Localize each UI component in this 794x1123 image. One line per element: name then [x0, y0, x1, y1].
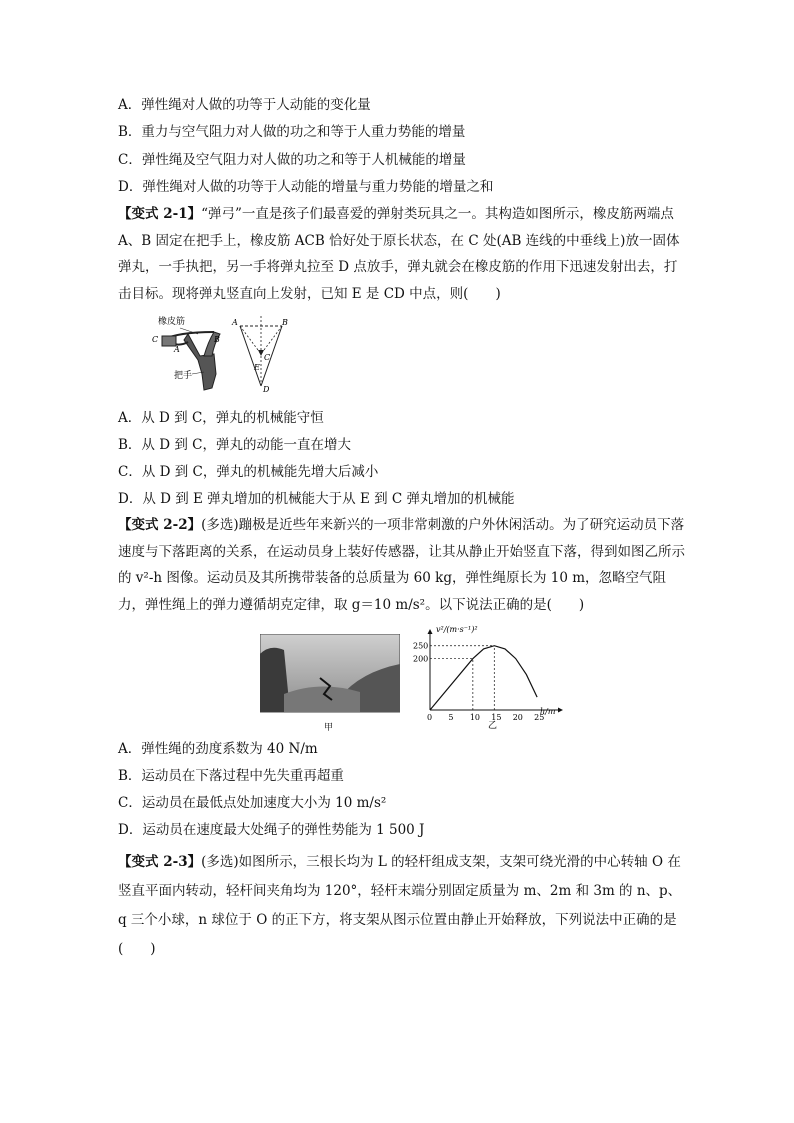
q1-option-d: D．弹性绳对人做的功等于人动能的增量与重力势能的增量之和: [118, 179, 494, 195]
v22-option-a: A．弹性绳的劲度系数为 40 N/m: [118, 741, 318, 757]
variant-2-2-tag: 【变式 2-2】: [118, 517, 202, 533]
label-b: B: [282, 318, 288, 327]
label-c: C: [264, 353, 271, 362]
chart-x-arrow: [558, 708, 563, 713]
geometry-diagram: [231, 316, 288, 394]
chart-x-tick-label: 0: [427, 713, 433, 722]
photo-water: [284, 686, 360, 712]
q1-option-b: B．重力与空气阻力对人做的功之和等于人重力势能的增量: [118, 124, 466, 140]
chart-x-tick-label: 5: [448, 713, 454, 722]
v2-h-chart: [412, 622, 572, 734]
variant-2-2-text: (多选)蹦极是近些年来新兴的一项非常刺激的户外休闲活动。为了研究运动员下落速度与下落距离的关系，在运动员身上装好传感器，让其从静止开始竖直下落，得到如图乙所示的 v²-h 图像。运动员及其所携带装备的总质量为 60 kg，弹性绳原长为 10 m，忽略空气阻力，弹性绳上的弹力遵循胡克定律，取 g＝10 m/s²。以下说法正确的是( ): [118, 517, 685, 613]
photo-caption: 甲: [324, 723, 334, 733]
variant-2-3-question: [118, 848, 686, 964]
chart-series-line: [430, 646, 537, 710]
slingshot-label-c: C: [152, 335, 159, 344]
v22-option-d: D．运动员在速度最大处绳子的弹性势能为 1 500 J: [118, 822, 425, 838]
v22-option-c: C．运动员在最低点处加速度大小为 10 m/s²: [118, 795, 387, 811]
slingshot-label-a: A: [174, 345, 180, 354]
variant-2-3-text: (多选)如图所示，三根长均为 L 的轻杆组成支架，支架可绕光滑的中心转轴 O 在竖直平面内转动，轻杆间夹角均为 120°，轻杆末端分别固定质量为 m、2m 和 3m 的 n、p、q 三个小球，n 球位于 O 的正下方，将支架从图示位置由静止开始释放，下列说法中正确的是( ): [118, 854, 682, 957]
v21-option-b: B．从 D 到 C，弹丸的动能一直在增大: [118, 437, 351, 453]
chart-xlabel: h/m: [540, 707, 556, 716]
line-bc: [261, 326, 282, 354]
variant-2-1-text: “弹弓”一直是孩子们最喜爱的弹射类玩具之一。其构造如图所示，橡皮筋两端点 A、B 固定在把手上，橡皮筋 ACB 恰好处于原长状态，在 C 处(AB 连线的中垂线上)放一固体弹丸，一手执把，另一手将弹丸拉至 D 点放手，弹丸就会在橡皮筋的作用下迅速发射出去，打击目标。现将弹丸竖直向上发射，已知 E 是 CD 中点，则( ): [118, 206, 680, 302]
chart-y-tick-label: 250: [413, 641, 429, 651]
line-ac: [240, 326, 261, 354]
chart-x-tick-label: 10: [469, 713, 481, 722]
label-d: D: [263, 385, 270, 394]
handle-label: 把手: [174, 371, 193, 381]
label-a: A: [232, 318, 238, 327]
v21-option-c: C．从 D 到 C，弹丸的机械能先增大后减小: [118, 464, 379, 480]
q1-option-a: A．弹性绳对人做的功等于人动能的变化量: [118, 97, 371, 113]
chart-ylabel: v²/(m·s⁻¹)²: [436, 625, 478, 634]
chart-y-arrow: [428, 629, 433, 634]
v21-option-a: A．从 D 到 C，弹丸的机械能守恒: [118, 410, 324, 426]
chart-x-tick-label: 25: [534, 713, 545, 722]
variant-2-3-tag: 【变式 2-3】: [118, 854, 202, 870]
bungee-photo: [260, 634, 400, 734]
v22-option-b: B．运动员在下落过程中先失重再超重: [118, 768, 344, 784]
chart-x-tick-label: 20: [512, 713, 523, 722]
slingshot-label-b: B: [214, 335, 220, 344]
chart-x-tick-label: 15: [491, 713, 502, 722]
chart-caption: 乙: [488, 721, 498, 731]
variant-2-1-question: [118, 201, 686, 307]
v21-option-d: D．从 D 到 E 弹丸增加的机械能大于从 E 到 C 弹丸增加的机械能: [118, 491, 515, 507]
slingshot-figure: [148, 312, 288, 394]
q1-option-c: C．弹性绳及空气阻力对人做的功之和等于人机械能的增量: [118, 152, 466, 168]
label-e: E: [254, 363, 260, 372]
rubber-band-label: 橡皮筋: [158, 317, 186, 327]
variant-2-2-question: [118, 512, 686, 618]
chart-y-tick-label: 200: [413, 654, 429, 664]
line-ad: [240, 326, 261, 386]
variant-2-1-tag: 【变式 2-1】: [118, 206, 202, 222]
